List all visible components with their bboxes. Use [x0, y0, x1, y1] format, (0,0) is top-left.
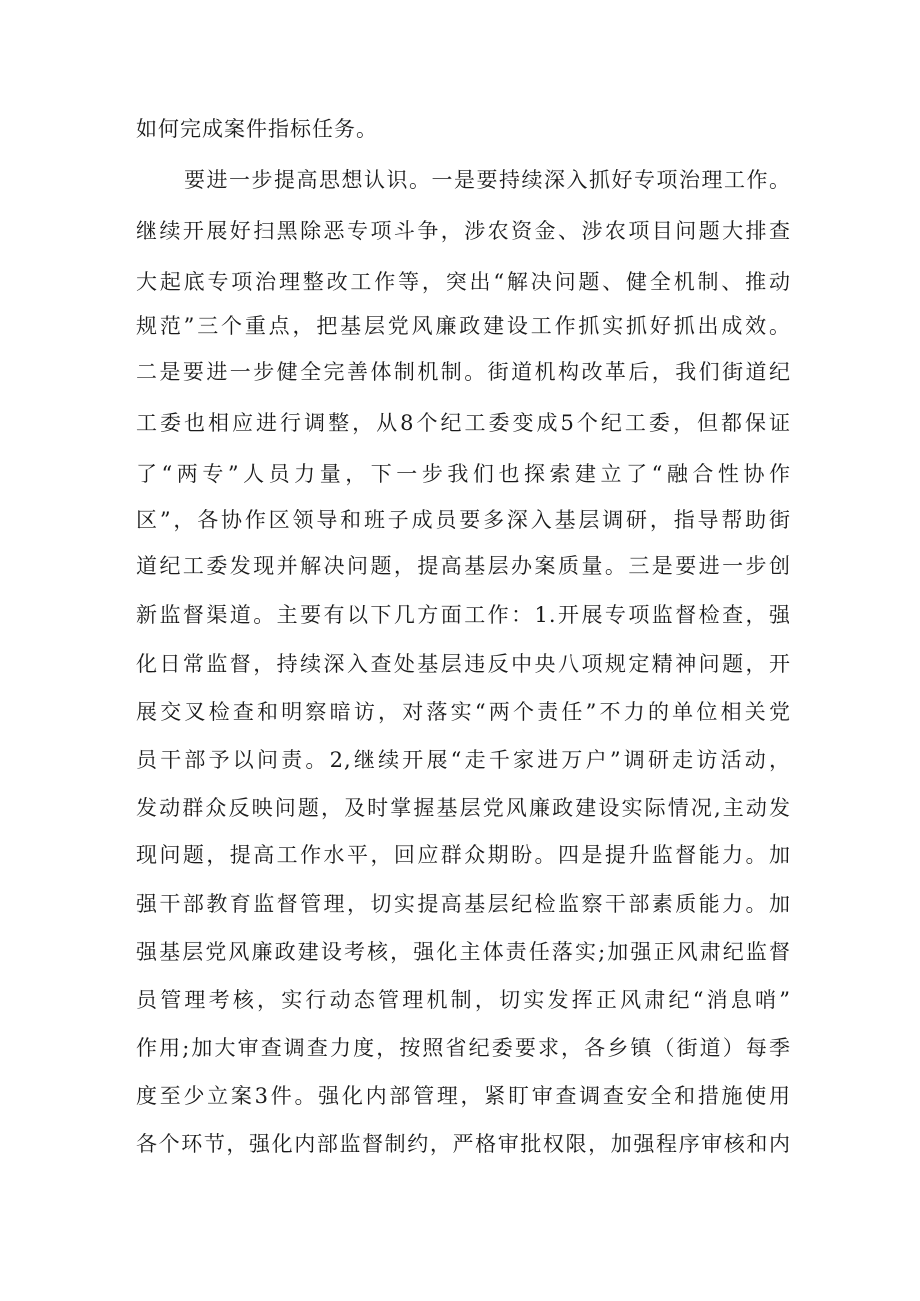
- text-line-11: 新监督渠道。主要有以下几方面工作：1.开展专项监督检查，强: [136, 603, 791, 627]
- text-line-15: 发动群众反映问题，及时掌握基层党风廉政建设实际情况,主动发: [136, 796, 791, 820]
- text-line-3: 继续开展好扫黑除恶专项斗争，涉农资金、涉农项目问题大排查: [136, 219, 791, 243]
- text-line-10: 道纪工委发现并解决问题，提高基层办案质量。三是要进一步创: [136, 554, 791, 578]
- text-line-8: 了“两专”人员力量，下一步我们也探索建立了“融合性协作: [136, 462, 791, 486]
- text-line-22: 各个环节，强化内部监督制约，严格审批权限，加强程序审核和内: [136, 1132, 791, 1156]
- text-line-21: 度至少立案3件。强化内部管理，紧盯审查调查安全和措施使用: [136, 1084, 791, 1108]
- text-line-4: 大起底专项治理整改工作等，突出“解决问题、健全机制、推动: [136, 270, 791, 294]
- text-line-13: 展交叉检查和明察暗访，对落实“两个责任”不力的单位相关党: [136, 700, 791, 724]
- text-line-14: 员干部予以问责。2,继续开展“走千家进万户”调研走访活动，: [136, 748, 791, 772]
- text-line-19: 员管理考核，实行动态管理机制，切实发挥正风肃纪“消息哨”: [136, 988, 791, 1012]
- text-line-5: 规范”三个重点，把基层党风廉政建设工作抓实抓好抓出成效。: [136, 314, 791, 338]
- text-line-7: 工委也相应进行调整，从8个纪工委变成5个纪工委，但都保证: [136, 411, 791, 435]
- text-line-1: 如何完成案件指标任务。: [136, 117, 378, 141]
- text-line-2: 要进一步提高思想认识。一是要持续深入抓好专项治理工作。: [184, 168, 791, 192]
- text-line-9: 区”，各协作区领导和班子成员要多深入基层调研，指导帮助街: [136, 508, 791, 532]
- text-line-6: 二是要进一步健全完善体制机制。街道机构改革后，我们街道纪: [136, 360, 791, 384]
- text-line-12: 化日常监督，持续深入查处基层违反中央八项规定精神问题，开: [136, 652, 791, 676]
- text-line-20: 作用;加大审查调查力度，按照省纪委要求，各乡镇（街道）每季: [136, 1036, 791, 1060]
- text-line-17: 强干部教育监督管理，切实提高基层纪检监察干部素质能力。加: [136, 892, 791, 916]
- text-line-18: 强基层党风廉政建设考核，强化主体责任落实;加强正风肃纪监督: [136, 940, 791, 964]
- text-line-16: 现问题，提高工作水平，回应群众期盼。四是提升监督能力。加: [136, 843, 791, 867]
